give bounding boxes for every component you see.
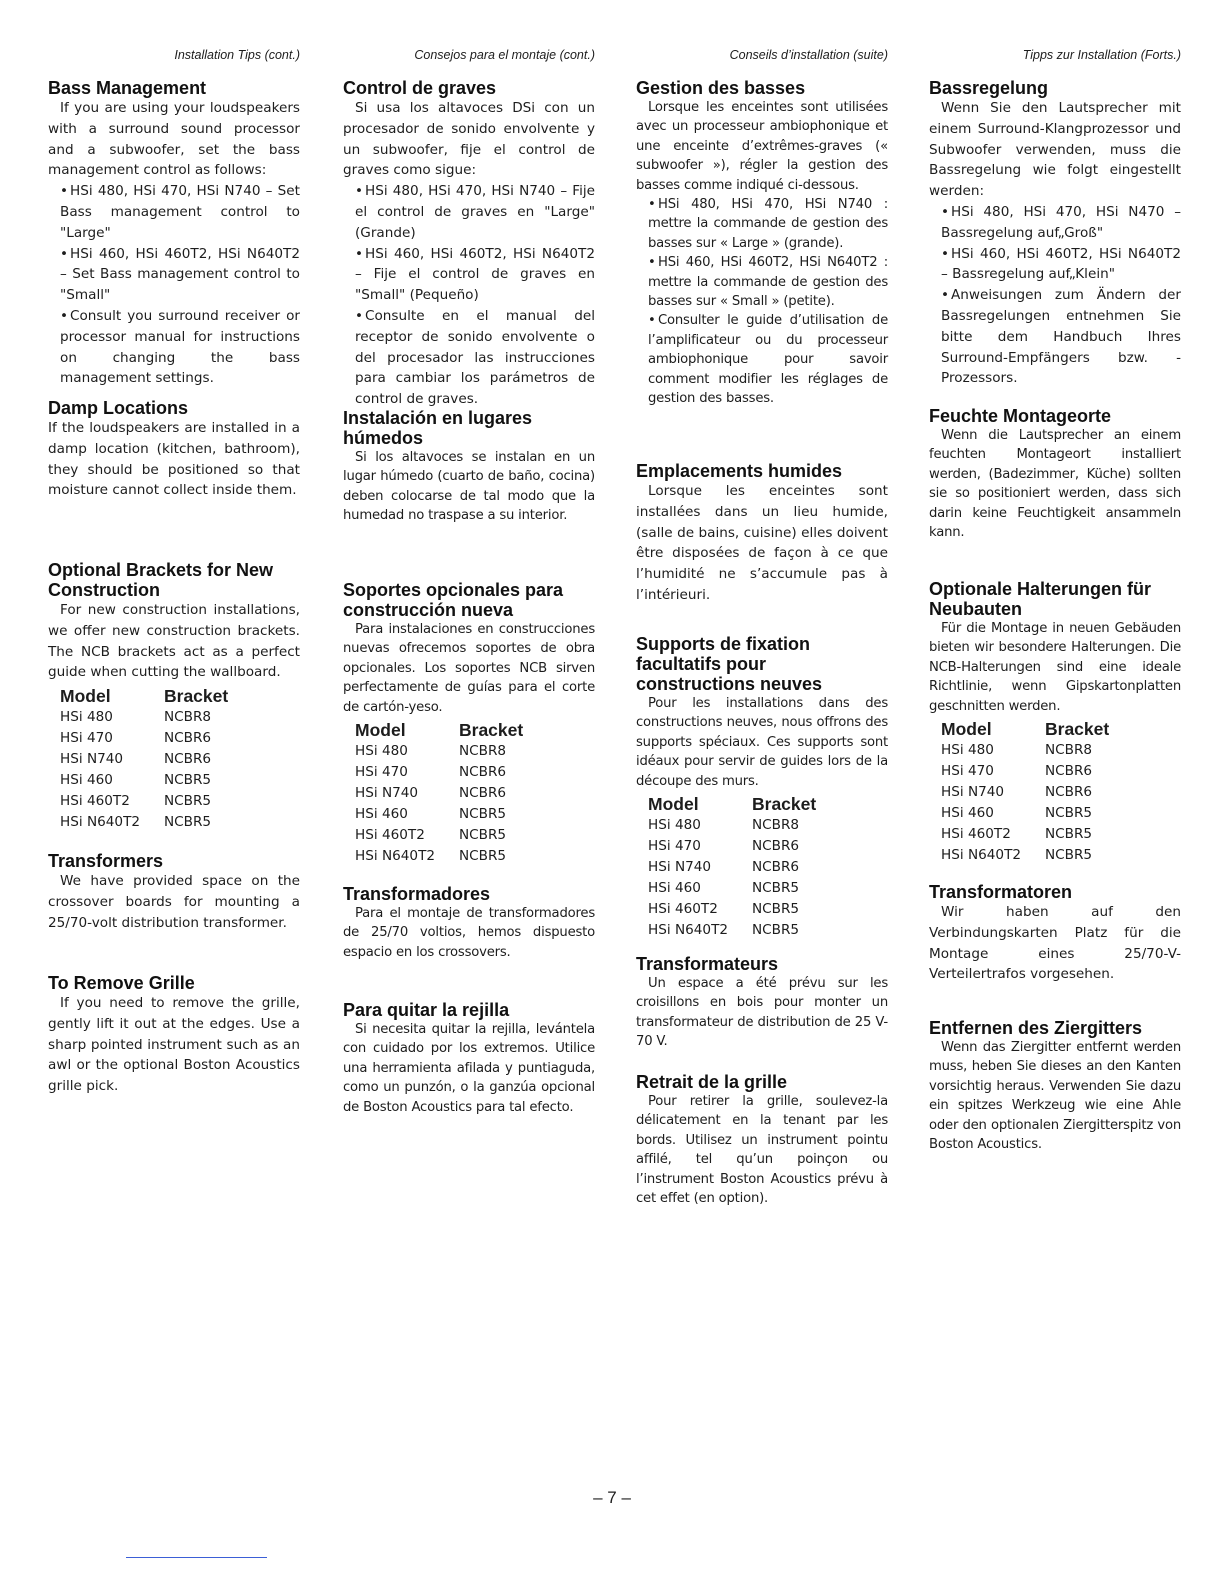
table-cell: NCBR5 (752, 922, 800, 939)
table-cell: NCBR5 (752, 901, 800, 918)
bullet-icon: • (941, 245, 950, 262)
section-title: To Remove Grille (48, 973, 195, 993)
section-damp (636, 461, 888, 606)
table-cell: HSi N640T2 (355, 848, 436, 865)
running-head: Installation Tips (cont.) (174, 48, 300, 62)
section-title: Control de graves (343, 78, 497, 98)
table-cell: NCBR8 (459, 743, 507, 760)
section-grille (929, 1018, 1181, 1154)
page-number: – 7 – (593, 1488, 631, 1507)
table-cell: NCBR6 (1045, 784, 1093, 801)
table-cell: HSi 460T2 (355, 827, 425, 844)
table-cell: HSi 470 (60, 730, 113, 747)
table-cell: HSi 460 (941, 805, 994, 822)
section-text: If you need to remove the grille, gently lift it out at the edges. Use a sharp pointed instrument such as an awl or the optional Boston Acoustics grille pick. (48, 995, 300, 1095)
table-cell: HSi 470 (648, 838, 701, 855)
bracket-table (941, 718, 1109, 866)
table-cell: NCBR6 (459, 785, 507, 802)
bullet-icon: • (648, 313, 656, 329)
table-row (941, 824, 1109, 845)
table-cell: HSi 460 (648, 880, 701, 897)
bullet-text: HSi 460, HSi 460T2, HSi N640T2 – Fije el control de graves en "Small" (Pequeño) (355, 245, 595, 304)
section-title: Supports de fixation facultatifs pour constructions neuves (636, 634, 823, 694)
table-cell: NCBR5 (164, 814, 212, 831)
section-title: Damp Locations (48, 398, 189, 418)
table-cell: NCBR6 (164, 730, 212, 747)
bullet-icon: • (355, 183, 364, 200)
table-row (60, 749, 228, 770)
table-row (60, 728, 228, 749)
column-header-model: Model (648, 794, 699, 815)
bullet-text: HSi 480, HSi 470, HSi N740 : mettre la commande de gestion des basses sur « Large » (grande). (648, 197, 888, 251)
running-head: Conseils d’installation (suite) (729, 48, 888, 62)
section-text: Wenn das Ziergitter entfernt werden muss, heben Sie dieses an den Kanten vorsichtig heraus. Verwenden Sie dazu ein spitzes Werkzeug wie eine Ahle oder den optionalen Ziergitterspitz von Boston Acoustics. (929, 1040, 1181, 1153)
table-cell: NCBR5 (1045, 805, 1093, 822)
bullet-icon: • (60, 245, 69, 262)
section-grille (48, 973, 300, 1097)
bullet-icon: • (941, 287, 950, 304)
table-cell: NCBR5 (459, 827, 507, 844)
section-text: For new construction installations, we offer new construction brackets. The NCB brackets act as a perfect guide when cutting the wallboard. (48, 602, 300, 681)
bullet-text: HSi 480, HSi 470, HSi N470 – Bassregelung auf„Groß" (941, 203, 1181, 241)
bullet-item (929, 244, 1181, 286)
table-cell: HSi 480 (648, 817, 701, 834)
table-cell: NCBR8 (1045, 742, 1093, 759)
table-cell: NCBR6 (1045, 763, 1093, 780)
section-title: Entfernen des Ziergitters (929, 1018, 1143, 1038)
section-grille (636, 1072, 888, 1208)
column-english (48, 44, 300, 1095)
table-cell: NCBR5 (164, 793, 212, 810)
table-cell: NCBR8 (752, 817, 800, 834)
table-cell: NCBR8 (164, 709, 212, 726)
table-cell: HSi 460T2 (648, 901, 718, 918)
column-spanish (343, 44, 595, 1115)
section-text: Lorsque les enceintes sont installées dans un lieu humide, (salle de bains, cuisine) elles doivent être disposées de façon à ce que l’humidité ne s’accumule pas à l’intérieuri. (636, 483, 888, 603)
bullet-item (48, 181, 300, 243)
bullet-icon: • (648, 255, 656, 271)
section-intro: Wenn Sie den Lautsprecher mit einem Surround-Klangprozessor und Subwoofer verwenden, muss die Bassregelung wie folgt eingestellt werden: (929, 100, 1181, 200)
section-brackets (636, 634, 888, 941)
section-text: Wenn die Lautsprecher an einem feuchten Montageort installiert werden, (Badezimmer, Küche) sollten sie so positioniert werden, dass sich darin keine Feuchtigkeit ansammeln kann. (929, 428, 1181, 541)
bullet-item (929, 202, 1181, 244)
table-cell: NCBR5 (459, 848, 507, 865)
table-cell: HSi N740 (60, 751, 124, 768)
table-cell: HSi 480 (355, 743, 408, 760)
table-row (355, 762, 523, 783)
bullet-icon: • (355, 307, 364, 324)
section-title: Transformadores (343, 884, 491, 904)
table-row (648, 815, 816, 836)
table-row (60, 812, 228, 833)
bullet-item (343, 244, 595, 306)
bullet-text: HSi 480, HSi 470, HSi N740 – Fije el control de graves en "Large" (Grande) (355, 183, 595, 241)
table-cell: NCBR6 (164, 751, 212, 768)
table-cell: HSi 460 (60, 772, 113, 789)
table-row (648, 857, 816, 878)
table-row (648, 899, 816, 920)
section-brackets (343, 580, 595, 867)
table-cell: HSi 460 (355, 806, 408, 823)
section-title: Gestion des basses (636, 78, 806, 98)
section-title: Feuchte Montageorte (929, 406, 1112, 426)
bullet-icon: • (648, 197, 656, 213)
section-transformers (636, 954, 888, 1052)
bullet-icon: • (60, 183, 69, 200)
section-damp (48, 398, 300, 501)
section-bass-management (636, 78, 888, 409)
table-cell: NCBR6 (459, 764, 507, 781)
section-title: Instalación en lugares húmedos (343, 408, 533, 448)
table-row (648, 878, 816, 899)
section-title: Bass Management (48, 78, 207, 98)
bracket-table (355, 719, 523, 867)
section-title: Optionale Halterungen für Neubauten (929, 579, 1152, 619)
table-row (60, 770, 228, 791)
section-bass-management (929, 78, 1181, 389)
bullet-item (636, 195, 888, 253)
section-title: Bassregelung (929, 78, 1049, 98)
section-text: Un espace a été prévu sur les croisillons en bois pour monter un transformateur de distribution de 25 V-70 V. (636, 976, 888, 1050)
column-german (929, 44, 1181, 1153)
table-row (941, 782, 1109, 803)
bullet-text: Anweisungen zum Ändern der Bassregelungen entnehmen Sie bitte dem Handbuch Ihres Surround-Empfängers bzw. - Prozessors. (941, 287, 1181, 387)
section-text: Para instalaciones en construcciones nuevas ofrecemos soportes de obra opcionales. Los soportes NCB sirven perfectamente de guías para el corte de cartón-yeso. (343, 622, 595, 715)
table-cell: HSi 480 (60, 709, 113, 726)
section-title: Transformateurs (636, 954, 779, 974)
bullet-item (48, 244, 300, 306)
table-row (941, 803, 1109, 824)
section-text: If the loudspeakers are installed in a damp location (kitchen, bathroom), they should be positioned so that moisture cannot collect inside them. (48, 420, 300, 499)
bullet-item (636, 311, 888, 408)
section-intro: Lorsque les enceintes sont utilisées avec un processeur ambiophonique et une enceinte d’extrêmes-graves (« subwoofer »), régler la gestion des basses comme indiqué ci-dessous. (636, 100, 888, 193)
table-row (355, 783, 523, 804)
table-cell: NCBR6 (752, 859, 800, 876)
section-title: Retrait de la grille (636, 1072, 788, 1092)
section-brackets (48, 560, 300, 833)
table-cell: HSi 460T2 (941, 826, 1011, 843)
section-text: Si los altavoces se instalan en un lugar húmedo (cuarto de baño, cocina) deben colocarse de tal modo que la humedad no traspase a su interior. (343, 450, 595, 524)
section-transformers (48, 851, 300, 933)
bullet-item (929, 285, 1181, 389)
table-row (60, 707, 228, 728)
column-header-model: Model (941, 719, 992, 740)
table-cell: HSi N640T2 (60, 814, 141, 831)
table-row (355, 825, 523, 846)
table-cell: NCBR5 (164, 772, 212, 789)
section-grille (343, 1000, 595, 1117)
section-text: Wir haben auf den Verbindungskarten Platz für die Montage eines 25/70-V-Verteilertrafos vorgesehen. (929, 904, 1181, 983)
column-header-bracket: Bracket (164, 686, 229, 707)
section-damp (343, 408, 595, 526)
section-title: Emplacements humides (636, 461, 843, 481)
footer-rule (126, 1557, 267, 1558)
bullet-icon: • (355, 245, 364, 262)
bullet-text: HSi 480, HSi 470, HSi N740 – Set Bass management control to "Large" (60, 183, 300, 241)
section-bass-management (48, 78, 300, 389)
table-row (355, 846, 523, 867)
table-row (648, 920, 816, 941)
section-title: Soportes opcionales para construcción nueva (343, 580, 564, 620)
bullet-text: HSi 460, HSi 460T2, HSi N640T2 – Set Bass management control to "Small" (60, 245, 300, 304)
table-cell: HSi N640T2 (941, 847, 1022, 864)
table-cell: HSi 480 (941, 742, 994, 759)
column-header-bracket: Bracket (459, 720, 524, 741)
bullet-icon: • (941, 203, 950, 220)
section-title: Optional Brackets for New Construction (48, 560, 274, 600)
table-row (60, 791, 228, 812)
bracket-table (60, 685, 228, 833)
table-row (355, 741, 523, 762)
section-transformers (929, 882, 1181, 985)
table-cell: NCBR6 (752, 838, 800, 855)
table-cell: NCBR5 (459, 806, 507, 823)
section-text: Pour retirer la grille, soulevez-la délicatement en la tenant par les bords. Utilisez un instrument pointu affilé, tel qu’un poinçon ou l’instrument Boston Acoustics prévu à cet effet (en option). (636, 1094, 888, 1207)
section-title: Para quitar la rejilla (343, 1000, 510, 1020)
bullet-text: Consulter le guide d’utilisation de l’amplificateur ou du processeur ambiophonique pour savoir comment modifier les réglages de gestion des basses. (648, 313, 888, 407)
bullet-item (343, 306, 595, 410)
column-header-bracket: Bracket (1045, 719, 1110, 740)
table-row (941, 740, 1109, 761)
section-text: Für die Montage in neuen Gebäuden bieten wir besondere Halterungen. Die NCB-Halterungen sind eine ideale Richtlinie, wenn Gipskartonplatten geschnitten werden. (929, 621, 1181, 714)
section-text: Para el montaje de transformadores de 25/70 voltios, hemos dispuesto espacio en los crossovers. (343, 906, 595, 960)
section-intro: If you are using your loudspeakers with a surround sound processor and a subwoofer, set the bass management control as follows: (48, 100, 300, 179)
table-cell: HSi N740 (355, 785, 419, 802)
bullet-text: HSi 460, HSi 460T2, HSi N640T2 – Bassregelung auf„Klein" (941, 245, 1181, 283)
column-header-model: Model (60, 686, 111, 707)
bracket-table (648, 793, 816, 941)
table-cell: NCBR5 (1045, 847, 1093, 864)
table-cell: NCBR5 (1045, 826, 1093, 843)
table-cell: HSi 470 (941, 763, 994, 780)
table-cell: NCBR5 (752, 880, 800, 897)
table-cell: HSi 470 (355, 764, 408, 781)
running-head: Consejos para el montaje (cont.) (414, 48, 595, 62)
section-text: Si necesita quitar la rejilla, levántela con cuidado por los extremos. Utilice una herramienta afilada y puntiaguda, como un punzón, o la ganzúa opcional de Boston Acoustics para tal efecto. (343, 1022, 595, 1115)
section-text: We have provided space on the crossover boards for mounting a 25/70-volt distribution transformer. (48, 873, 300, 931)
bullet-icon: • (60, 307, 69, 324)
section-title: Transformers (48, 851, 164, 871)
bullet-item (636, 253, 888, 311)
table-row (648, 836, 816, 857)
section-brackets (929, 579, 1181, 866)
table-cell: HSi 460T2 (60, 793, 130, 810)
section-title: Transformatoren (929, 882, 1073, 902)
section-text: Pour les installations dans des constructions neuves, nous offrons des supports spéciaux. Ces supports sont idéaux pour servir de guides lors de la découpe des murs. (636, 696, 888, 789)
column-french (636, 44, 888, 1207)
section-bass-management (343, 78, 595, 410)
section-damp (929, 406, 1181, 542)
table-cell: HSi N740 (941, 784, 1005, 801)
running-head: Tipps zur Installation (Forts.) (1022, 48, 1181, 62)
bullet-text: Consulte en el manual del receptor de sonido envolvente o del procesador las instrucciones para cambiar los parámetros de control de graves. (355, 307, 595, 408)
column-header-bracket: Bracket (752, 794, 817, 815)
table-row (355, 804, 523, 825)
table-row (941, 761, 1109, 782)
section-transformers (343, 884, 595, 962)
section-intro: Si usa los altavoces DSi con un procesador de sonido envolvente y un subwoofer, fije el control de graves como sigue: (343, 100, 595, 179)
table-cell: HSi N740 (648, 859, 712, 876)
bullet-text: HSi 460, HSi 460T2, HSi N640T2 : mettre la commande de gestion des basses sur « Small » (petite). (648, 255, 888, 310)
table-row (941, 845, 1109, 866)
bullet-item (48, 306, 300, 389)
column-header-model: Model (355, 720, 406, 741)
table-cell: HSi N640T2 (648, 922, 729, 939)
bullet-text: Consult you surround receiver or processor manual for instructions on changing the bass management settings. (60, 307, 300, 387)
bullet-item (343, 181, 595, 243)
